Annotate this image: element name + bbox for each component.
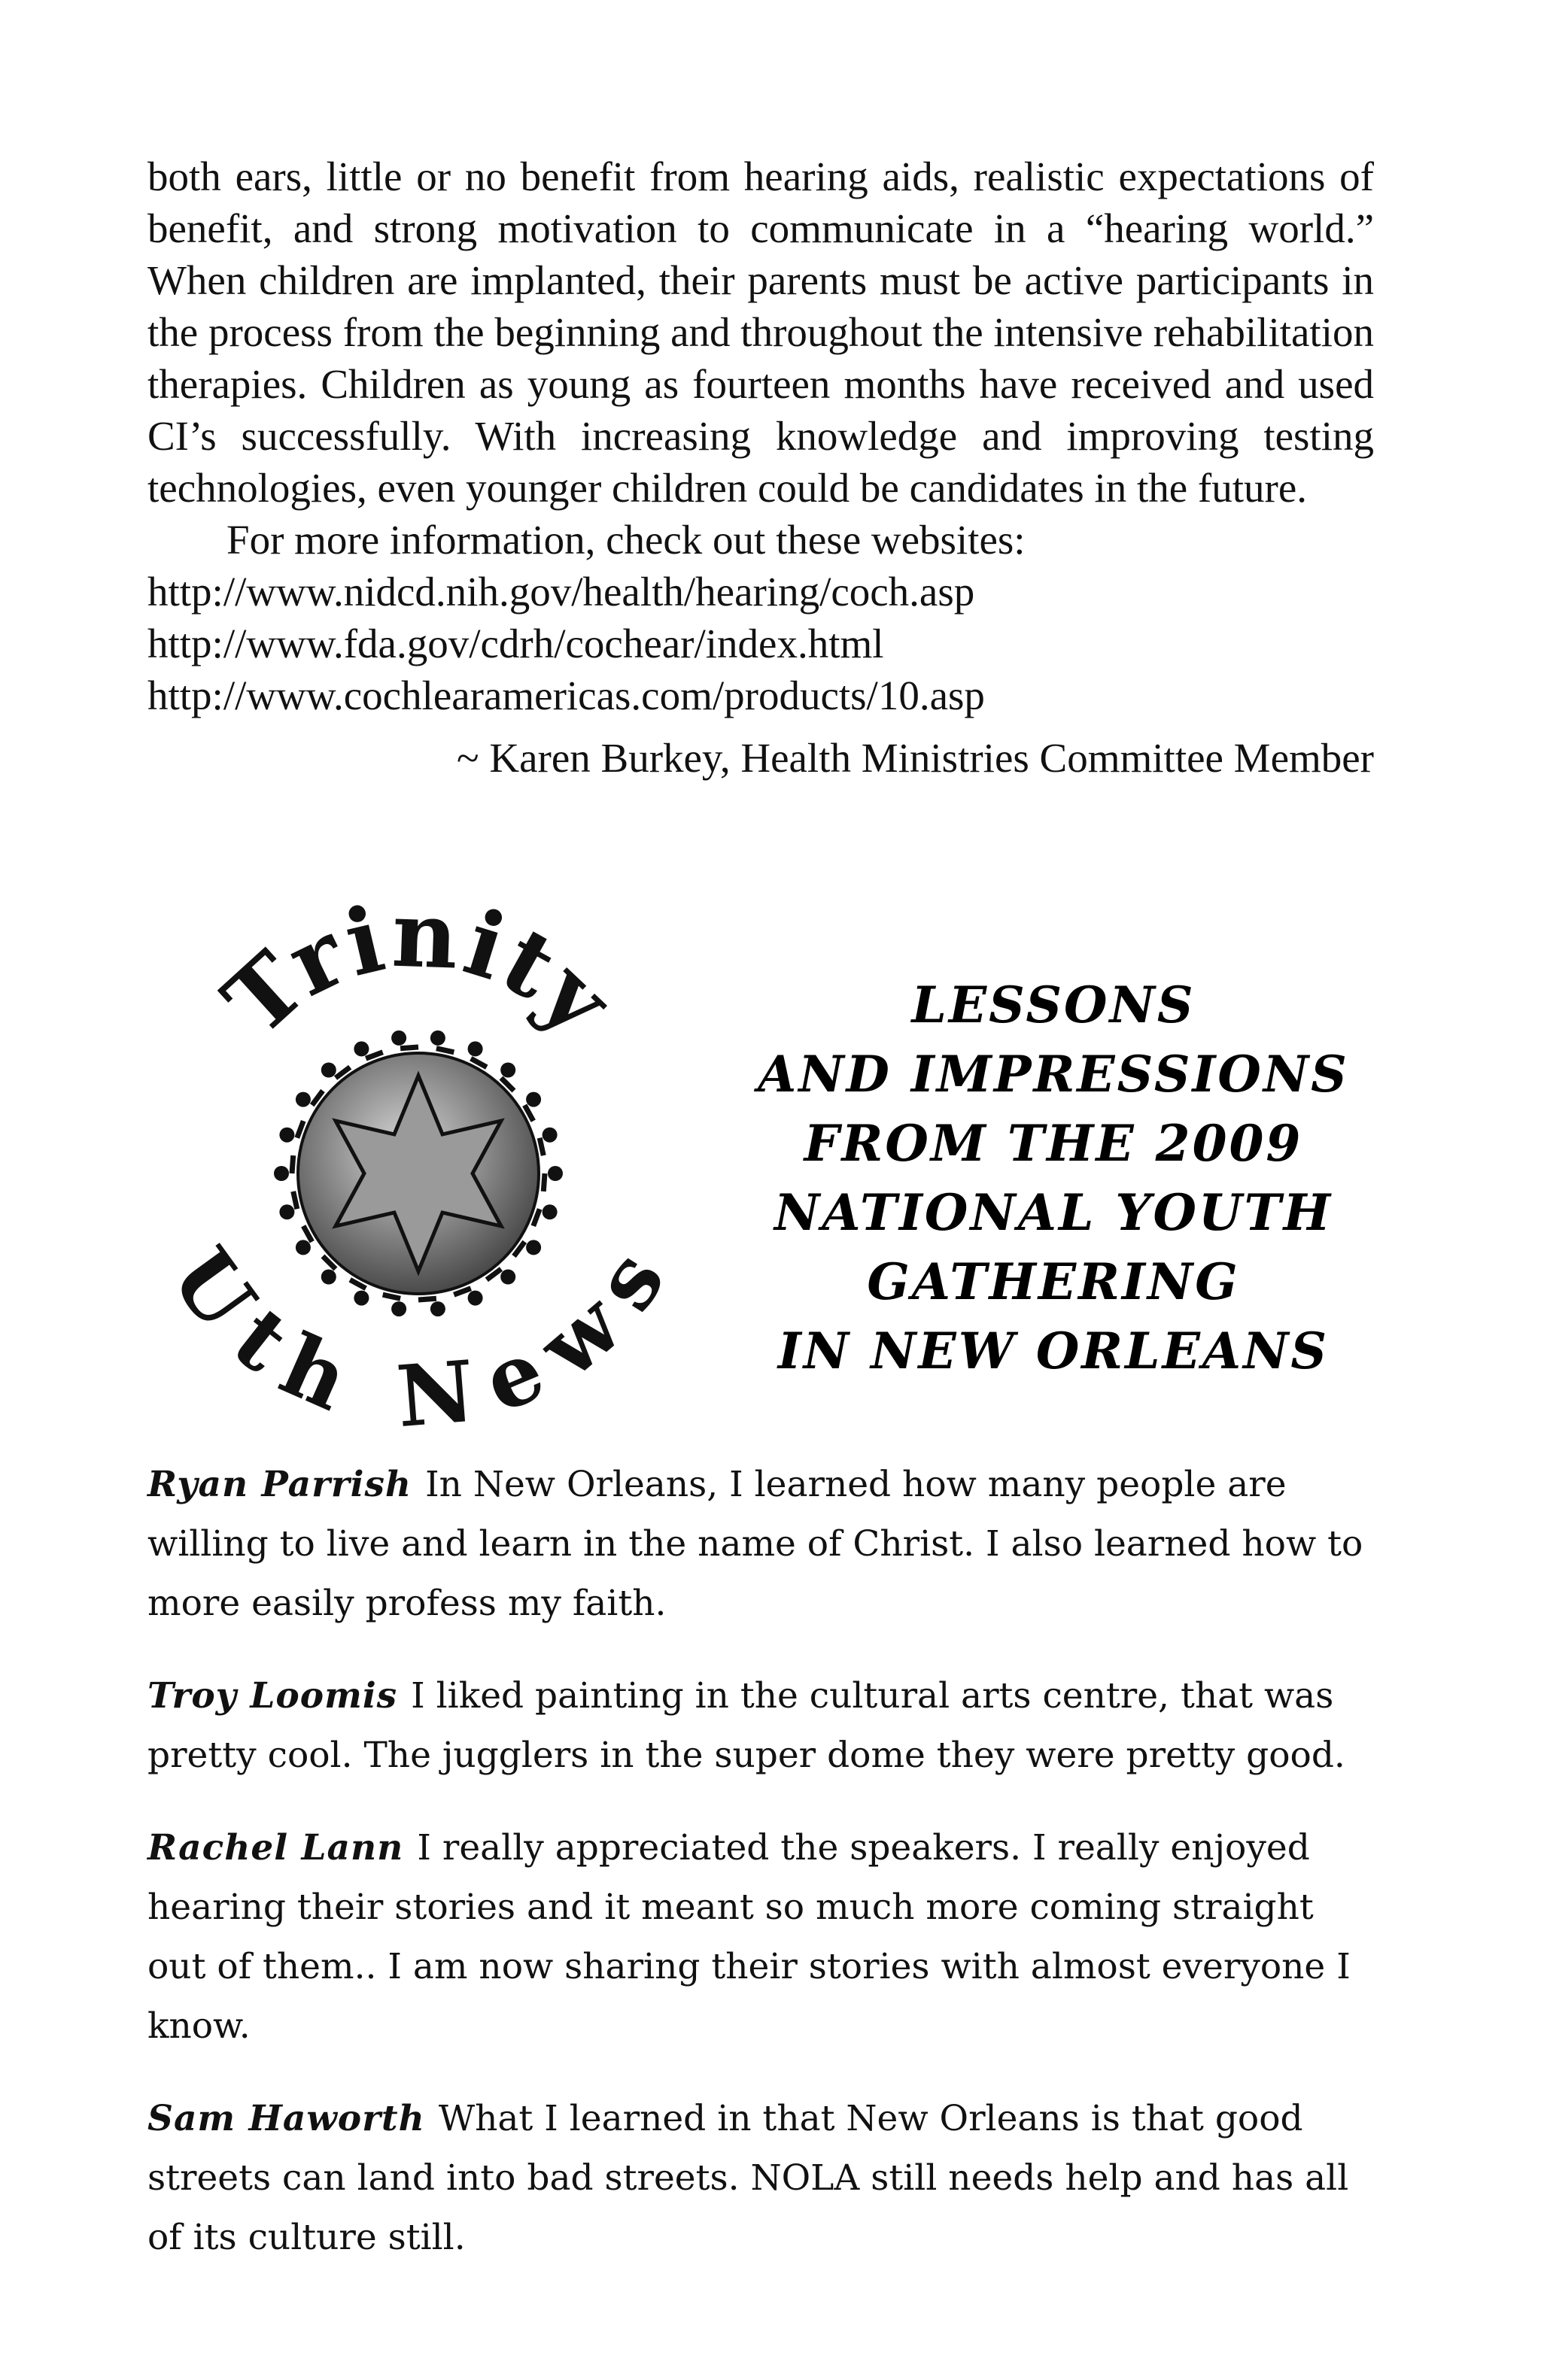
person-arm-icon	[533, 1209, 540, 1226]
person-arm-icon	[383, 1295, 400, 1298]
person-head-icon	[526, 1240, 541, 1255]
person-head-icon	[500, 1063, 515, 1078]
report-author: Rachel Lann	[147, 1827, 404, 1868]
logo-graphic	[147, 895, 689, 1437]
url-cochlear-americas-link[interactable]: http://www.cochlearamericas.com/products/10.asp	[147, 672, 985, 718]
person-head-icon	[321, 1270, 336, 1285]
person-head-icon	[526, 1092, 541, 1107]
headline-line: IN NEW ORLEANS	[777, 1322, 1330, 1380]
report-text: What I learned in that New Orleans is that good streets can land into bad streets. NOLA still needs help and has all of its culture still.	[147, 2098, 1349, 2258]
person-head-icon	[391, 1031, 406, 1046]
report-sam-haworth	[147, 2089, 1381, 2267]
person-head-icon	[543, 1204, 558, 1219]
report-author: Sam Haworth	[147, 2098, 425, 2139]
report-text: I liked painting in the cultural arts centre, that was pretty cool. The jugglers in the super dome they were pretty good.	[147, 1675, 1345, 1776]
person-arm-icon	[543, 1173, 545, 1192]
logo-top-text: Trinity	[204, 895, 634, 1056]
headline-line: LESSONS	[911, 976, 1196, 1034]
person-head-icon	[468, 1291, 483, 1306]
person-arm-icon	[540, 1138, 543, 1155]
article-body: both ears, little or no benefit from hearing aids, realistic expectations of benefit, and strong motivation to communicate in a “hearing world.” When children are implanted, their parents must be active participants in the process from the beginning and throughout the intensive rehabilitation therapies. Children as young as fourteen months have received and used CI’s successfully. With increasing knowledge and improving testing technologies, even younger children could be candidates in the future.	[147, 153, 1374, 511]
person-arm-icon	[297, 1121, 303, 1138]
person-head-icon	[430, 1301, 445, 1316]
headline-line: FROM THE 2009	[804, 1114, 1303, 1173]
person-head-icon	[354, 1291, 369, 1306]
person-arm-icon	[400, 1047, 418, 1049]
person-arm-icon	[454, 1289, 471, 1295]
trinity-youth-news-logo	[147, 895, 689, 1437]
person-arm-icon	[293, 1192, 297, 1209]
report-rachel-lann	[147, 1818, 1381, 2056]
headline-line: AND IMPRESSIONS	[758, 1045, 1349, 1103]
person-arm-icon	[418, 1298, 436, 1300]
person-head-icon	[296, 1092, 311, 1107]
logo-bottom-text: Uth News	[151, 1230, 687, 1437]
person-arm-icon	[366, 1052, 383, 1058]
headline-line: NATIONAL YOUTH	[774, 1183, 1333, 1242]
report-text: I really appreciated the speakers. I really enjoyed hearing their stories and it meant so much more coming straight out of them.. I am now sharing their stories with almost everyone I know.	[147, 1827, 1351, 2047]
youth-gathering-headline	[730, 970, 1377, 1386]
url-nidcd-link[interactable]: http://www.nidcd.nih.gov/health/hearing/coch.asp	[147, 569, 975, 615]
report-troy-loomis	[147, 1666, 1381, 1785]
person-head-icon	[430, 1031, 445, 1046]
youth-reports	[147, 1455, 1381, 2300]
article-signature: ~ Karen Burkey, Health Ministries Committee Member	[456, 735, 1374, 781]
person-head-icon	[279, 1128, 294, 1143]
more-info-line: For more information, check out these websites:	[226, 517, 1026, 563]
report-author: Ryan Parrish	[147, 1464, 412, 1505]
person-head-icon	[391, 1301, 406, 1316]
url-fda-link[interactable]: http://www.fda.gov/cdrh/cochear/index.html	[147, 621, 884, 666]
person-head-icon	[354, 1041, 369, 1056]
url-list	[147, 566, 1374, 721]
person-head-icon	[468, 1041, 483, 1056]
person-head-icon	[543, 1128, 558, 1143]
cochlear-implant-article	[147, 150, 1374, 784]
person-arm-icon	[436, 1049, 454, 1052]
person-head-icon	[274, 1166, 289, 1181]
report-ryan-parrish	[147, 1455, 1381, 1633]
person-head-icon	[500, 1270, 515, 1285]
report-text: In New Orleans, I learned how many people are willing to live and learn in the name of Christ. I also learned how to more easily profess my faith.	[147, 1464, 1363, 1624]
headline-line: GATHERING	[867, 1252, 1240, 1311]
person-head-icon	[548, 1166, 563, 1181]
person-head-icon	[296, 1240, 311, 1255]
person-head-icon	[279, 1204, 294, 1219]
person-arm-icon	[292, 1155, 293, 1173]
report-author: Troy Loomis	[147, 1675, 398, 1717]
person-head-icon	[321, 1063, 336, 1078]
